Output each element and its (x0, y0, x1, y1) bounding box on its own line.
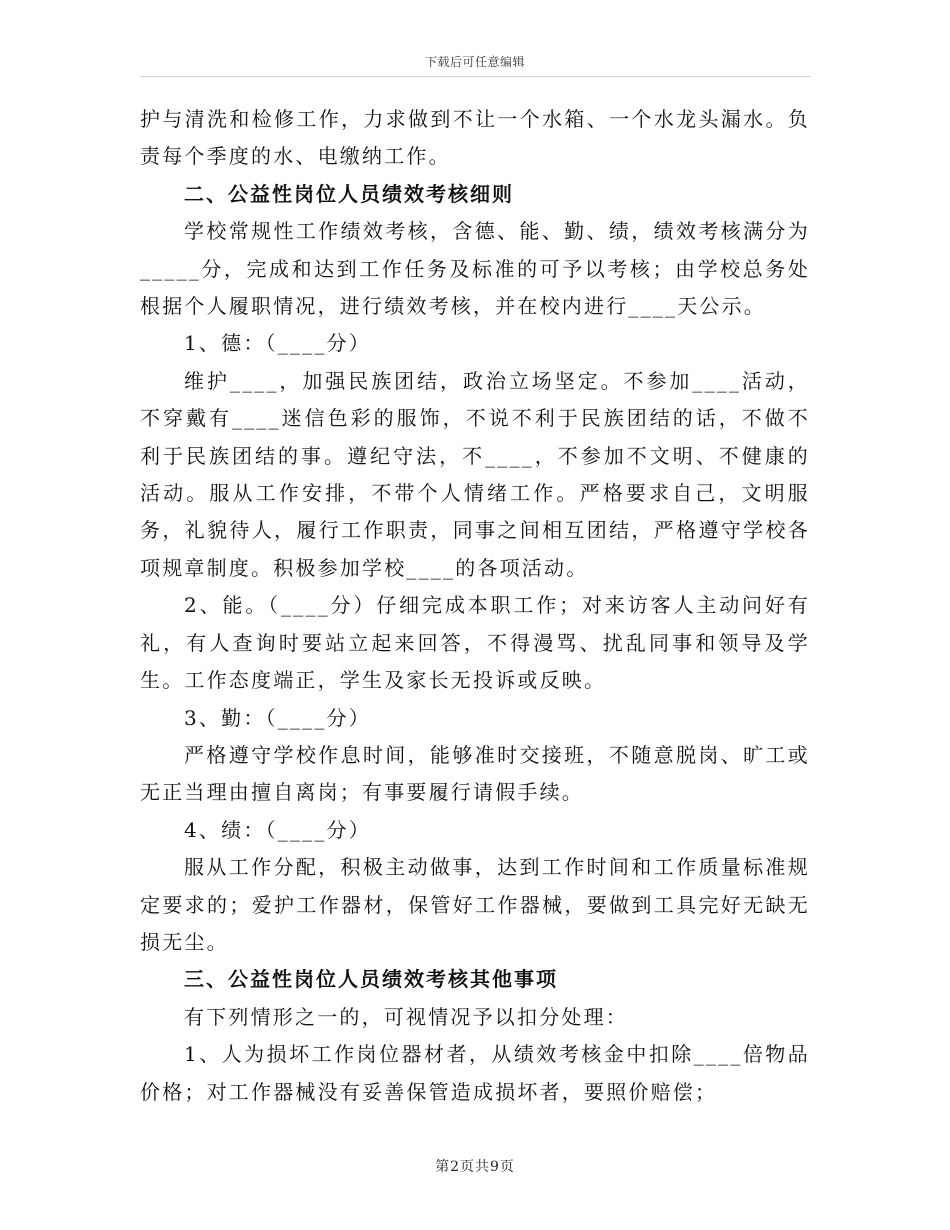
page-number: 第2页共9页 (435, 1159, 515, 1175)
paragraph-ji: 服从工作分配，积极主动做事，达到工作时间和工作质量标准规定要求的；爱护工作器材，保管好工作器械，要做到工具完好无缺无损无尘。 (140, 855, 810, 954)
paragraph-qin: 严格遵守学校作息时间，能够准时交接班，不随意脱岗、旷工或无正当理由擅自离岗；有事要履行请假手续。 (140, 742, 810, 805)
section-heading-3: 三、公益性岗位人员绩效考核其他事项 (184, 967, 558, 992)
document-body (140, 101, 810, 1111)
paragraph-neng: 2、能。（____分）仔细完成本职工作；对来访客人主动问好有礼，有人查询时要站立起来回答，不得漫骂、扰乱同事和领导及学生。工作态度端正，学生及家长无投诉或反映。 (140, 593, 810, 693)
item-heading-ji: 4、绩：（____分） (184, 817, 371, 842)
header-note: 下载后可任意编辑 (424, 55, 525, 69)
item-heading-de: 1、德：（____分） (184, 331, 371, 356)
paragraph-continuation: 护与清洗和检修工作，力求做到不让一个水箱、一个水龙头漏水。负责每个季度的水、电缴纳工作。 (140, 107, 810, 169)
section-heading-2: 二、公益性岗位人员绩效考核细则 (184, 181, 514, 206)
item-heading-qin: 3、勤：（____分） (184, 705, 371, 730)
header-divider (140, 76, 810, 77)
paragraph-deduction-intro: 有下列情形之一的，可视情况予以扣分处理： (184, 1004, 628, 1029)
paragraph-de: 维护____，加强民族团结，政治立场坚定。不参加____活动，不穿戴有____迷信色彩的服饰，不说不利于民族团结的话，不做不利于民族团结的事。遵纪守法，不____，不参加不文明、不健康的活动。服从工作安排，不带个人情绪工作。严格要求自己，文明服务，礼貌待人，履行工作职责，同事之间相互团结，严格遵守学校各项规章制度。积极参加学校____的各项活动。 (140, 368, 810, 580)
paragraph-assessment-intro: 学校常规性工作绩效考核，含德、能、勤、绩，绩效考核满分为_____分，完成和达到工作任务及标准的可予以考核；由学校总务处根据个人履职情况，进行绩效考核，并在校内进行____天公示。 (140, 219, 810, 319)
paragraph-deduction-1: 1、人为损坏工作岗位器材者，从绩效考核金中扣除____倍物品价格；对工作器械没有妥善保管造成损坏者，要照价赔偿； (140, 1042, 810, 1104)
